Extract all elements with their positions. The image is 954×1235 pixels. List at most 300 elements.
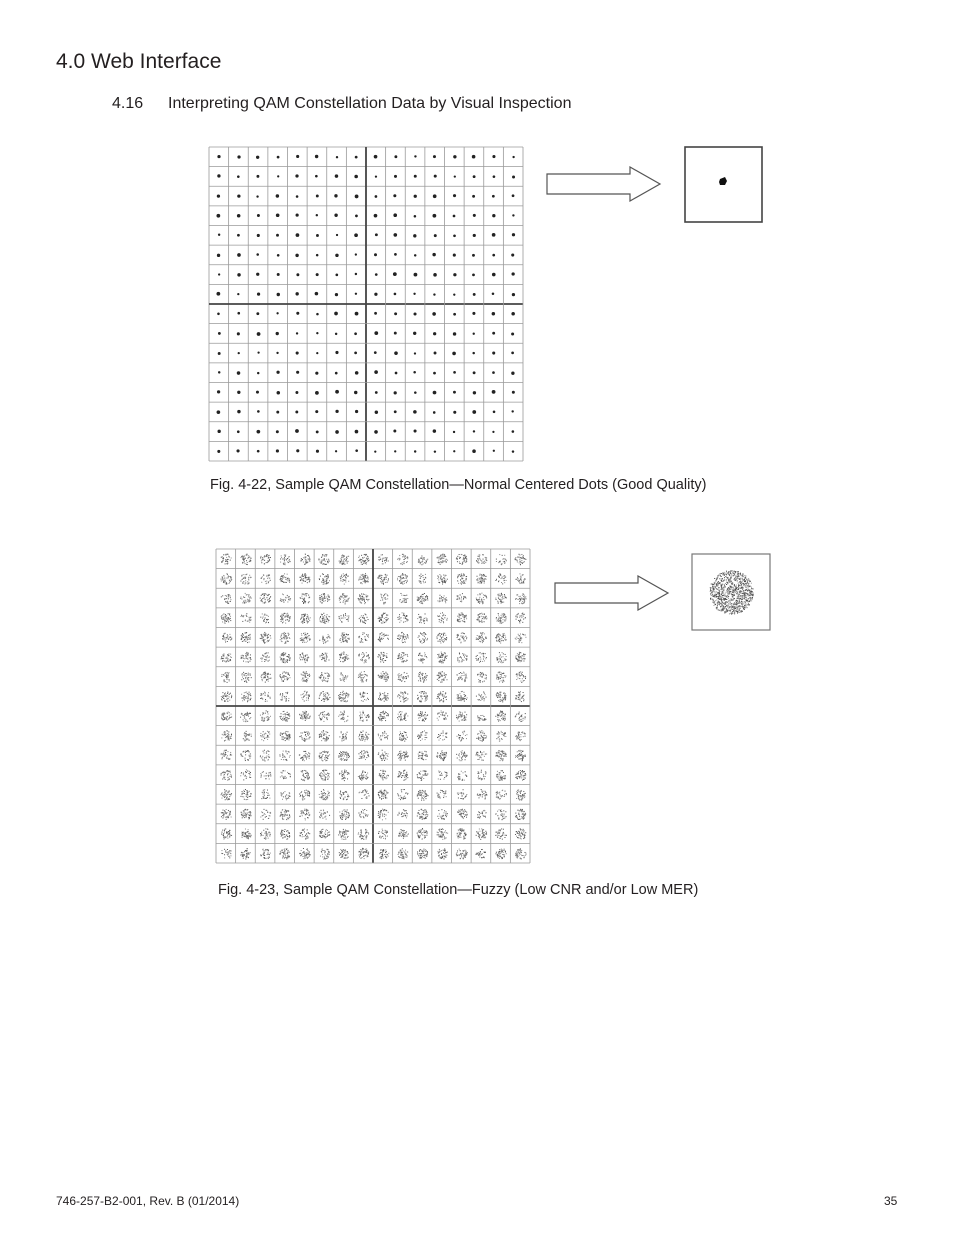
constellation-cluster [301, 671, 311, 682]
constellation-cluster [436, 554, 448, 565]
constellation-cluster [397, 573, 408, 585]
constellation-point [217, 174, 220, 177]
constellation-cluster [339, 593, 350, 604]
constellation-cluster [241, 632, 251, 643]
constellation-point [315, 410, 318, 413]
constellation-point [276, 312, 278, 314]
constellation-grid-fuzzy [215, 548, 531, 864]
constellation-point [217, 195, 220, 198]
constellation-point [355, 195, 359, 199]
constellation-point [237, 293, 239, 295]
constellation-point [375, 411, 378, 414]
constellation-cluster [476, 691, 487, 701]
constellation-cluster [437, 809, 447, 820]
constellation-cluster [378, 554, 389, 564]
constellation-point [512, 214, 514, 216]
constellation-cluster [358, 573, 369, 584]
constellation-point [218, 273, 220, 275]
constellation-point [492, 431, 494, 433]
constellation-point [512, 233, 515, 236]
constellation-point [256, 156, 259, 159]
constellation-cluster [399, 731, 408, 741]
constellation-point [453, 431, 455, 433]
constellation-point [374, 155, 378, 159]
constellation-point [354, 352, 357, 355]
constellation-point [217, 390, 220, 393]
constellation-cluster [280, 829, 290, 840]
constellation-point [334, 214, 337, 217]
constellation-point [394, 410, 397, 413]
constellation-point [315, 175, 318, 178]
constellation-point [453, 194, 456, 197]
constellation-point [432, 253, 435, 256]
constellation-cluster [496, 770, 506, 781]
constellation-cluster [496, 731, 506, 742]
arrow-right-icon [546, 166, 662, 202]
constellation-cluster [477, 789, 487, 799]
constellation-point [493, 450, 495, 452]
constellation-point [453, 254, 456, 257]
constellation-point [511, 332, 514, 335]
constellation-point [257, 293, 260, 296]
constellation-point [217, 450, 220, 453]
constellation-cluster [241, 672, 251, 683]
constellation-point [276, 332, 279, 335]
constellation-cluster [418, 632, 428, 644]
constellation-point [492, 273, 496, 277]
constellation-point [217, 430, 220, 433]
constellation-cluster [515, 809, 526, 820]
constellation-cluster [280, 632, 291, 644]
constellation-point [453, 273, 456, 276]
constellation-point [393, 272, 397, 276]
constellation-cluster [378, 671, 389, 682]
constellation-point [257, 332, 261, 336]
constellation-cluster [417, 691, 428, 702]
constellation-point [374, 351, 377, 354]
constellation-zoom-good [684, 146, 763, 223]
constellation-point [216, 292, 220, 296]
constellation-point [493, 175, 496, 178]
constellation-point [277, 175, 279, 177]
section-title: 4.0 Web Interface [56, 50, 222, 73]
constellation-point [511, 312, 515, 316]
constellation-point [473, 175, 476, 178]
constellation-point [393, 213, 397, 217]
constellation-point [355, 430, 359, 434]
constellation-point [511, 351, 514, 354]
constellation-point [335, 410, 338, 413]
constellation-point [493, 410, 496, 413]
constellation-cluster [261, 789, 270, 799]
constellation-cluster [260, 731, 270, 741]
constellation-cluster [378, 829, 388, 840]
constellation-point [375, 391, 378, 394]
constellation-point [355, 273, 357, 275]
constellation-point [393, 233, 397, 237]
constellation-point [393, 429, 396, 432]
constellation-point [316, 273, 319, 276]
constellation-point [217, 313, 220, 316]
constellation-point [296, 332, 298, 334]
constellation-cluster [339, 632, 349, 643]
constellation-cluster [476, 849, 486, 858]
constellation-point [433, 155, 436, 158]
constellation-point [454, 175, 456, 177]
constellation-cluster [515, 652, 525, 662]
constellation-cluster [260, 613, 269, 623]
constellation-point [354, 391, 357, 394]
constellation-cluster [240, 769, 251, 780]
constellation-cluster [260, 849, 271, 859]
constellation-point [512, 176, 515, 179]
constellation-point [472, 254, 475, 257]
constellation-point [492, 312, 495, 315]
constellation-point [375, 273, 378, 276]
constellation-cluster [515, 731, 525, 741]
constellation-point [257, 234, 260, 237]
constellation-cluster [417, 790, 429, 801]
constellation-cluster [221, 672, 229, 683]
constellation-point [335, 254, 338, 257]
constellation-point [511, 410, 513, 412]
constellation-point [472, 410, 476, 414]
constellation-cluster [437, 574, 448, 584]
constellation-cluster [398, 848, 409, 859]
constellation-point [316, 430, 319, 433]
constellation-point [237, 371, 241, 375]
constellation-cluster [358, 554, 369, 565]
constellation-cluster [496, 790, 507, 800]
constellation-point [453, 332, 456, 335]
constellation-point [512, 430, 515, 433]
constellation-point [315, 292, 319, 296]
constellation-cluster [456, 593, 466, 602]
constellation-cluster [360, 692, 369, 702]
constellation-cluster [476, 613, 487, 623]
constellation-point [511, 372, 514, 375]
constellation-zoom-fuzzy [691, 553, 771, 631]
constellation-point [473, 371, 476, 374]
constellation-cluster [280, 791, 290, 800]
constellation-cluster [280, 652, 291, 663]
constellation-point [414, 312, 417, 315]
constellation-cluster [496, 692, 507, 703]
constellation-cluster [436, 750, 447, 761]
constellation-point [394, 155, 397, 158]
constellation-point [295, 292, 298, 295]
constellation-point [453, 371, 456, 374]
constellation-point [472, 155, 476, 159]
constellation-point [394, 312, 397, 315]
constellation-cluster [280, 573, 291, 583]
constellation-point [256, 430, 260, 434]
constellation-cluster [418, 652, 427, 663]
constellation-cluster [456, 711, 467, 721]
constellation-point [374, 370, 378, 374]
constellation-point [237, 234, 240, 237]
constellation-cluster [477, 672, 487, 683]
constellation-cluster [495, 633, 506, 644]
constellation-cluster [397, 751, 409, 761]
constellation-cluster [221, 828, 232, 839]
constellation-cluster [261, 574, 271, 584]
constellation-point [374, 253, 377, 256]
constellation-point [335, 450, 337, 452]
constellation-point [394, 293, 397, 296]
constellation-cluster [300, 632, 311, 642]
constellation-cluster [241, 809, 252, 820]
constellation-point [316, 313, 319, 316]
constellation-cluster [397, 789, 408, 800]
constellation-cluster [221, 554, 232, 565]
constellation-cluster [457, 789, 467, 799]
constellation-point [473, 293, 476, 296]
constellation-cluster [299, 573, 310, 583]
constellation-cluster [515, 554, 527, 565]
constellation-point [277, 273, 280, 276]
constellation-cluster [279, 750, 290, 761]
constellation-cluster [221, 653, 232, 662]
constellation-point [335, 333, 337, 335]
constellation-cluster [221, 750, 232, 760]
constellation-point [453, 155, 456, 158]
constellation-cluster [417, 613, 427, 623]
constellation-point [512, 391, 515, 394]
constellation-cluster [399, 593, 408, 603]
constellation-point [355, 215, 358, 218]
constellation-point [472, 449, 476, 453]
constellation-cluster [476, 554, 487, 564]
constellation-cluster [338, 691, 349, 702]
constellation-point [335, 351, 338, 354]
constellation-cluster [457, 672, 468, 682]
constellation-cluster [359, 789, 370, 799]
constellation-point [218, 352, 221, 355]
constellation-cluster [241, 829, 251, 840]
constellation-point [315, 391, 319, 395]
constellation-cluster [397, 711, 408, 721]
constellation-point [512, 156, 514, 158]
constellation-cluster [260, 809, 271, 820]
constellation-point [237, 214, 241, 218]
constellation-point [256, 312, 259, 315]
constellation-point [237, 194, 240, 197]
constellation-cluster [417, 849, 428, 859]
constellation-cluster [240, 712, 251, 722]
constellation-point [374, 312, 377, 315]
constellation-point [276, 449, 279, 452]
constellation-point [434, 175, 437, 178]
constellation-point [335, 273, 338, 276]
constellation-cluster [339, 613, 350, 623]
constellation-cluster [417, 828, 428, 840]
constellation-cluster [359, 711, 369, 722]
constellation-cluster [359, 613, 369, 623]
constellation-cluster [221, 730, 232, 741]
constellation-cluster [398, 829, 409, 839]
constellation-point [395, 372, 398, 375]
constellation-point [374, 451, 376, 453]
constellation-cluster [260, 710, 271, 721]
constellation-point [296, 155, 299, 158]
constellation-cluster [378, 632, 389, 642]
constellation-cluster [437, 731, 447, 741]
constellation-point [296, 312, 299, 315]
constellation-cluster [378, 790, 389, 800]
constellation-point [316, 352, 318, 354]
constellation-point [354, 175, 358, 179]
constellation-cluster [417, 730, 427, 741]
constellation-point [492, 332, 495, 335]
constellation-cluster [457, 828, 467, 839]
constellation-point [256, 391, 259, 394]
constellation-cluster [457, 691, 468, 702]
constellation-cluster [240, 593, 252, 604]
constellation-cluster [319, 573, 330, 584]
constellation-cluster [456, 554, 467, 565]
constellation-point [492, 214, 495, 217]
constellation-cluster [516, 671, 526, 683]
constellation-point [296, 195, 299, 198]
constellation-point [277, 293, 280, 296]
constellation-point [472, 195, 475, 198]
constellation-point [296, 449, 299, 452]
constellation-point [237, 155, 240, 158]
constellation-cluster [319, 634, 330, 644]
constellation-cluster [319, 593, 330, 604]
constellation-cluster [495, 750, 507, 761]
constellation-cluster [358, 770, 369, 780]
constellation-point [414, 254, 416, 256]
constellation-cluster [418, 751, 428, 760]
constellation-cluster [515, 712, 526, 722]
constellation-point [236, 449, 239, 452]
constellation-point [335, 430, 339, 434]
constellation-cluster [476, 730, 487, 742]
constellation-point [237, 391, 240, 394]
constellation-grid-good [208, 146, 524, 462]
constellation-cluster [301, 691, 310, 702]
constellation-point [472, 312, 475, 315]
constellation-point [277, 156, 280, 159]
constellation-cluster [280, 594, 291, 603]
constellation-point [413, 371, 416, 374]
constellation-point [277, 254, 280, 257]
constellation-point [512, 272, 515, 275]
constellation-point [218, 332, 221, 335]
constellation-point [394, 175, 397, 178]
constellation-cluster [339, 731, 347, 741]
constellation-cluster [260, 554, 271, 564]
constellation-point [473, 333, 475, 335]
constellation-point [453, 215, 456, 218]
constellation-point [492, 155, 495, 158]
constellation-cluster [379, 849, 389, 859]
constellation-point [414, 429, 417, 432]
constellation-point [237, 410, 240, 413]
constellation-cluster [280, 692, 290, 702]
constellation-cluster [496, 672, 506, 683]
constellation-point [237, 253, 241, 257]
constellation-point [413, 234, 416, 237]
constellation-cluster [438, 771, 448, 780]
constellation-point [256, 175, 259, 178]
constellation-point [375, 233, 378, 236]
constellation-point [276, 352, 278, 354]
constellation-point [355, 312, 359, 316]
constellation-point [296, 214, 299, 217]
constellation-cluster [417, 711, 428, 721]
constellation-point [238, 352, 240, 354]
constellation-cluster [340, 790, 350, 800]
constellation-point [433, 194, 437, 198]
constellation-point [433, 391, 437, 395]
constellation-point [315, 372, 318, 375]
constellation-point [374, 293, 377, 296]
constellation-point [257, 214, 260, 217]
constellation-cluster [300, 614, 311, 624]
constellation-cluster [476, 593, 487, 605]
constellation-cluster [418, 672, 428, 683]
constellation-point [453, 234, 456, 237]
constellation-cluster [377, 574, 389, 585]
constellation-point [335, 372, 338, 375]
constellation-cluster [398, 672, 409, 682]
constellation-cluster [280, 848, 291, 859]
constellation-cluster [516, 789, 526, 800]
constellation-cluster [221, 712, 232, 721]
constellation-cluster [378, 692, 389, 702]
constellation-point [355, 410, 358, 413]
constellation-point [237, 430, 240, 433]
constellation-cluster [397, 809, 407, 818]
constellation-cluster [476, 828, 487, 839]
constellation-cluster [495, 574, 506, 585]
constellation-cluster [221, 691, 232, 702]
constellation-cluster [515, 828, 526, 839]
constellation-cluster [280, 554, 290, 565]
constellation-point [414, 352, 416, 354]
constellation-cluster [299, 751, 310, 761]
constellation-cluster [495, 849, 506, 860]
constellation-cluster [221, 613, 232, 624]
constellation-cluster [339, 770, 349, 781]
constellation-point [276, 194, 279, 197]
constellation-cluster [260, 828, 271, 840]
constellation-cluster [378, 809, 389, 821]
constellation-point [453, 411, 456, 414]
constellation-point [473, 214, 476, 217]
constellation-point [296, 233, 300, 237]
constellation-point [375, 176, 377, 178]
constellation-point [217, 254, 220, 257]
constellation-point [218, 234, 220, 236]
constellation-cluster [319, 613, 330, 624]
constellation-cluster [241, 554, 252, 566]
constellation-point [296, 351, 299, 354]
constellation-cluster [260, 771, 271, 779]
constellation-point [316, 450, 319, 453]
constellation-cluster [300, 829, 311, 840]
constellation-point [335, 174, 338, 177]
constellation-cluster [397, 554, 408, 565]
constellation-point [393, 194, 396, 197]
constellation-cluster [319, 672, 330, 682]
constellation-point [336, 156, 338, 158]
constellation-cluster [515, 634, 527, 644]
arrow-right-icon [554, 575, 670, 611]
